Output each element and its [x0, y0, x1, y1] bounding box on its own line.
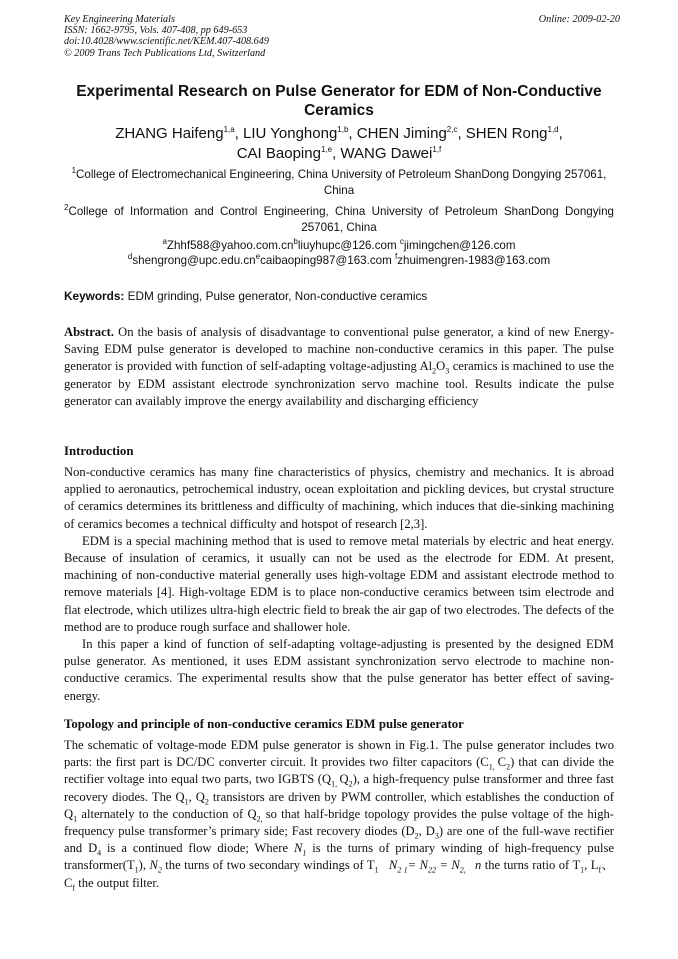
email-a[interactable]: Zhhf588@yahoo.com.cn — [166, 239, 294, 252]
section-heading-introduction: Introduction — [64, 444, 134, 458]
subscript: 2 — [432, 366, 437, 376]
email-sup: b — [293, 237, 298, 247]
issn-line: ISSN: 1662-9795, Vols. 407-408, pp 649-653 — [64, 25, 248, 37]
author-name: CHEN Jiming — [356, 125, 447, 142]
author-name: ZHANG Haifeng — [115, 125, 224, 142]
email-sup: f — [394, 252, 398, 262]
affiliation-sup: 2 — [64, 203, 69, 213]
email-list — [64, 238, 614, 268]
author-name: CAI Baoping — [236, 145, 321, 162]
paragraph: Non-conductive ceramics has many fine characteristics of physics, chemistry and mechanics. It is abroad applied to aeronautics, petrochemical industry, ocean exploitation and pickling devices, but crystal structure of ceramics determines its brittleness and difficulty of machining, which induces that die-sinking machining of ceramics becomes a technical difficulty and hotspot of research [2,3]. — [64, 465, 614, 531]
paragraph: In this paper a kind of function of self-adapting voltage-adjusting is presented by the designed EDM pulse generator. As mentioned, it uses EDM assistant synchronization servo electrode to machine non-conductive ceramics. The experimental results show that the pulse generator has better effect of saving-energy. — [64, 637, 614, 703]
abstract-label: Abstract. — [64, 325, 115, 339]
paper-title: Experimental Research on Pulse Generator for EDM of Non-Conductive Ceramics — [76, 83, 602, 119]
author-sup: 1,a — [223, 125, 235, 134]
author-name: LIU Yonghong — [243, 125, 338, 142]
journal-name: Key Engineering Materials — [64, 14, 175, 25]
author-sup: 2,c — [446, 125, 458, 134]
email-b[interactable]: liuyhupc@126.com — [297, 239, 400, 252]
author-sup: 1,d — [547, 125, 559, 134]
author-name: WANG Dawei — [340, 145, 433, 162]
doi-line: doi:10.4028/www.scientific.net/KEM.407-408.649 — [64, 36, 269, 48]
abstract-text: ceramics is machined to use the generator by EDM assistant electrode synchronization servo machine tool. Results indicate the pulse generator can availably improve the energy availability and discharging efficiency — [64, 359, 614, 408]
affiliation-text: College of Information and Control Engineering, China University of Petroleum ShanDong Dongying 257061, China — [68, 205, 614, 234]
author-sup: 1,b — [337, 125, 349, 134]
affiliation-text: College of Electromechanical Engineering, China University of Petroleum ShanDong Dongying 257061, China — [76, 168, 607, 197]
email-sup: a — [162, 237, 167, 247]
email-sup: e — [255, 252, 261, 262]
email-sup: d — [127, 252, 133, 262]
email-d[interactable]: shengrong@upc.edu.cn — [132, 254, 256, 267]
author-sup: 1,e — [320, 145, 333, 154]
paragraph: The schematic of voltage-mode EDM pulse generator is shown in Fig.1. The pulse generator includes two parts: the first part is DC/DC converter circuit. It provides two filter capacitors ($C_{1,}$ $C_2$) that can divide the rectifier voltage into equal two parts, two IGBTS ($Q_{1,}$ $Q_2$), a high-frequency pulse transformer and three fast recovery diodes. The $Q_1$, $Q_2$ transistors are driven by PWM controller, which establishes the conduction of $Q_1$ alternately to the conduction of $Q_{2,}$ so that half-bridge topology provides the pulse voltage of the high-frequency pulse transformer’s primary side; Fast recovery diodes ($D_2$, $D_3$) are one of the full-wave rectifier and $D_4$ is a continued flow diode; Where $N_1$ is the turns of primary winding of high-frequency pulse $transformer(T_1)$, $N_2$ the turns of two secondary windings of $T_1$ $N_{2 1}= N_{22} = N_{2,}$ n the turns ratio of $T_1$, $L_f$、$C_f$ the output filter. — [64, 738, 615, 893]
paragraph: EDM is a special machining method that is used to remove metal materials by electric and heat energy. Because of insulation of ceramics, it usually can not be used as the electrode for EDM. At present, machining of non-conductive material generally uses high-voltage EDM and assistant electrode method to remove materials [4]. High-voltage EDM is to place non-conductive ceramics between tsim electrode and flat electrode, which utilizes ultra-high electric field to break the air gap of two electrodes. The defects of the method are to produce rough surface and shallower hole. — [64, 533, 614, 634]
copyright-line: © 2009 Trans Tech Publications Ltd, Switzerland — [64, 47, 266, 59]
affiliation-sup: 1 — [71, 166, 77, 176]
email-sup: c — [399, 237, 404, 247]
email-e[interactable]: caibaoping987@163.com — [260, 254, 395, 267]
author-sup: 1,f — [432, 145, 442, 154]
introduction-body — [64, 464, 614, 705]
abstract-text: On the basis of analysis of disadvantage to conventional pulse generator, a kind of new Energy-Saving EDM pulse generator is developed to machine non-conductive ceramics in this paper. The pulse generator is provided with function of self-adapting voltage-adjusting Al — [64, 325, 614, 374]
email-f[interactable]: zhuimengren-1983@163.com — [397, 254, 551, 267]
email-c[interactable]: jimingchen@126.com — [403, 239, 516, 252]
abstract-text: O — [436, 359, 446, 374]
topology-body — [64, 737, 614, 892]
section-heading-topology: Topology and principle of non-conductive ceramics EDM pulse generator — [64, 717, 464, 731]
affiliation-1 — [64, 167, 614, 199]
keywords — [64, 289, 614, 304]
author-list: ZHANG Haifeng$^{1,a}$, LIU Yonghong$^{1,b}$, CHEN Jiming$^{2,c}$, SHEN Rong$^{1,d}$, CAI Baoping$^{1,e}$, WANG Dawei$^{1,f}$ — [115, 125, 563, 162]
abstract — [64, 324, 614, 410]
subscript: 3 — [445, 366, 450, 376]
keywords-text: EDM grinding, Pulse generator, Non-conductive ceramics — [124, 289, 428, 303]
journal-meta — [64, 14, 620, 59]
online-date: Online: 2009-02-20 — [538, 14, 620, 25]
affiliation-2 — [64, 204, 614, 236]
author-name: SHEN Rong — [465, 125, 548, 142]
keywords-label: Keywords: — [64, 289, 125, 303]
